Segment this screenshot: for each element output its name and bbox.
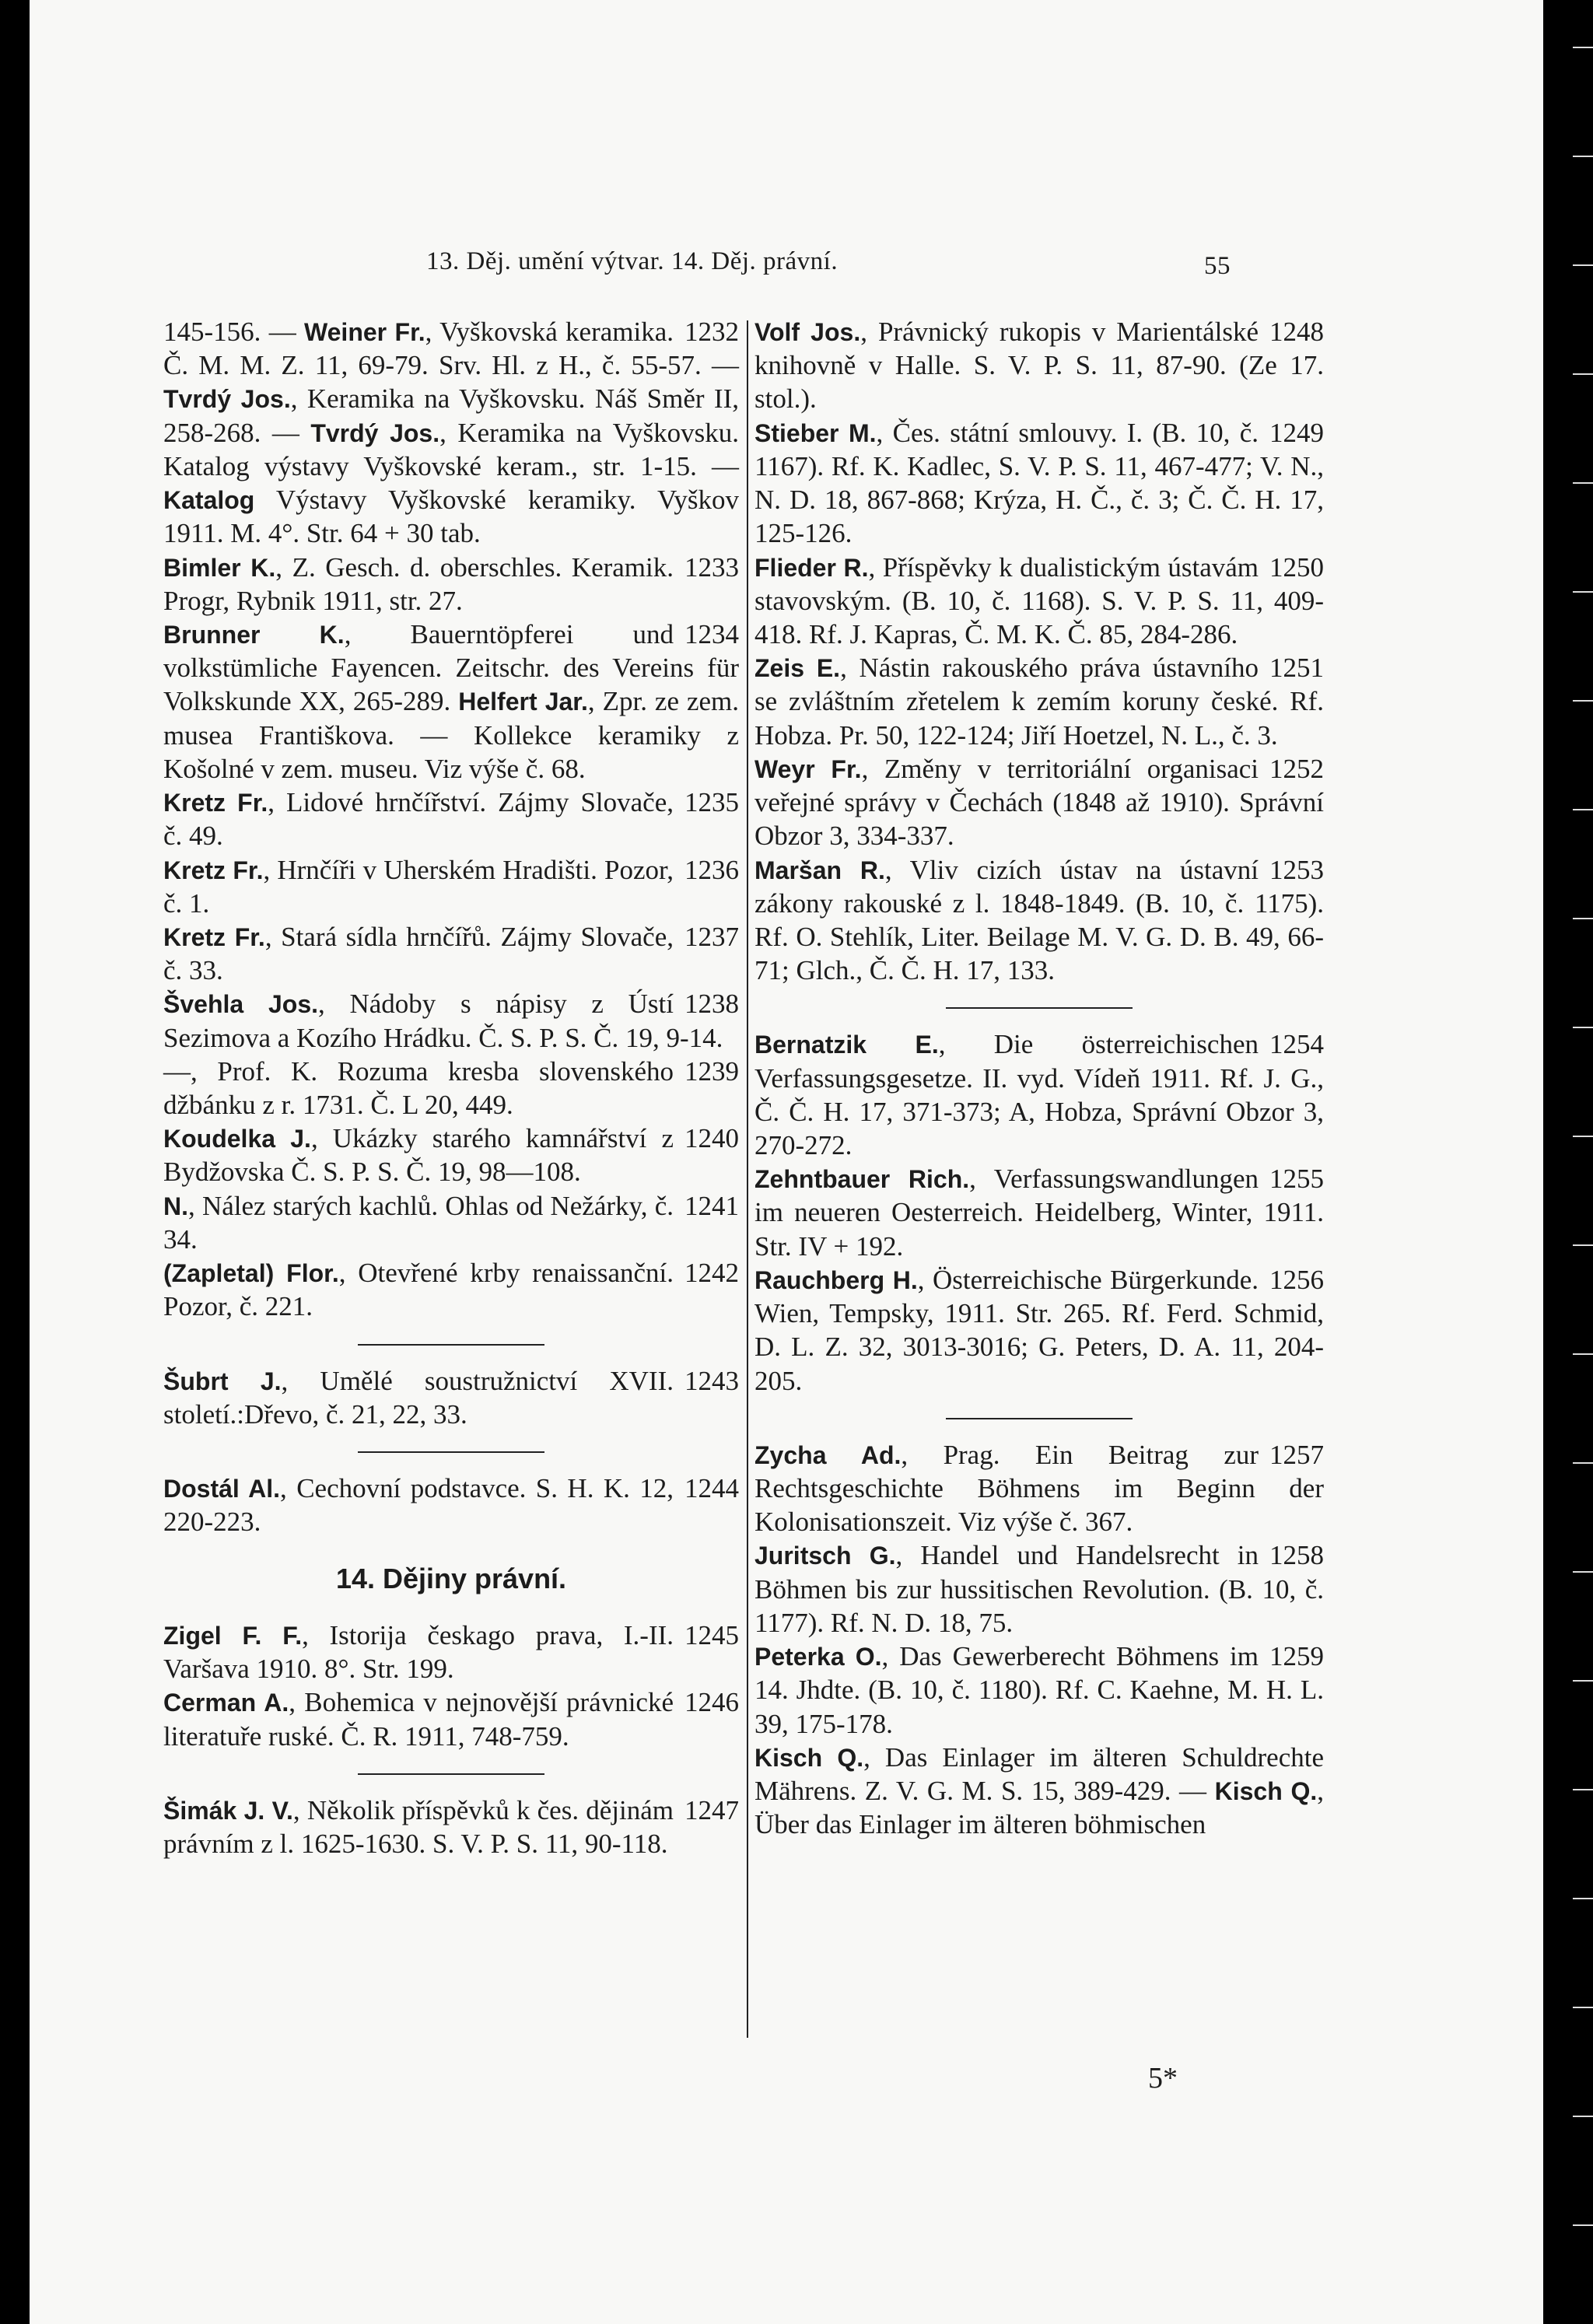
entry-number: 1251 [1269, 653, 1324, 684]
author-name: Flieder R. [754, 553, 869, 582]
bibliography-entry [754, 1162, 1324, 1263]
entry-text: , Hrnčíři v Uherském Hradišti. Pozor, č. 1. [163, 854, 674, 919]
entry-text: , Příspěvky k dualistickým ústavám stavovským. (B. 10, č. 1168). S. V. P. S. 11, 409-418. Rf. J. Kapras, Č. M. K. Č. 85, 284-286. [754, 551, 1324, 649]
entry-text: , Právnický rukopis v Marientálské knihovně v Halle. S. V. P. S. 11, 87-90. (Ze 17. stol.). [754, 317, 1324, 415]
page-number: 55 [1204, 252, 1231, 280]
bibliography-entry [163, 920, 739, 987]
entry-text: , Stará sídla hrnčířů. Zájmy Slovače, č. 33. [163, 921, 674, 986]
entry-text: , Handel und Handelsrecht in Böhmen bis zur hussitischen Revolution. (B. 10, č. 1177). Rf. N. D. 18, 75. [754, 1540, 1324, 1638]
bibliography-entry [754, 416, 1324, 551]
author-name: Kisch Q. [1214, 1776, 1318, 1805]
separator-rule [358, 1773, 544, 1775]
entry-number: 1233 [684, 551, 739, 583]
bibliography-entry [754, 315, 1324, 416]
author-name: Juritsch G. [754, 1542, 896, 1570]
author-name: Kretz Fr. [163, 922, 265, 951]
entry-text: , Istorija českago prava, I.-II. Varšava 1910. 8°. Str. 199. [163, 1619, 674, 1685]
author-name: Volf Jos. [754, 318, 861, 346]
entry-number: 1235 [684, 787, 739, 818]
entry-text: , Otevřené krby renaissanční. Pozor, č. 221. [163, 1258, 674, 1322]
author-name: Bimler K. [163, 553, 276, 582]
author-name: N. [163, 1192, 188, 1220]
entry-number: 1250 [1269, 551, 1324, 583]
bibliography-entry [754, 551, 1324, 652]
bibliography-entry [163, 1619, 739, 1685]
bibliography-entry [163, 987, 739, 1054]
bibliography-entry [163, 1364, 739, 1431]
bibliography-entry [163, 1794, 739, 1860]
entry-number: 1249 [1269, 417, 1324, 448]
entry-number: 1240 [684, 1123, 739, 1154]
signature-mark: 5* [1148, 2062, 1178, 2095]
author-name: Šubrt J. [163, 1367, 282, 1395]
entry-text: , Cechovní podstavce. S. H. K. 12, 220-223. [163, 1473, 674, 1538]
entry-text: , Über das Einlager im älteren böhmischen [754, 1775, 1325, 1840]
section-heading: 14. Dějiny právní. [335, 1563, 567, 1595]
bibliography-entry [163, 1189, 739, 1256]
entry-number: 1253 [1269, 854, 1324, 885]
entry-number: 1243 [684, 1365, 739, 1396]
entry-text: , Několik příspěvků k čes. dějinám právním z l. 1625-1630. S. V. P. S. 11, 90-118. [163, 1794, 674, 1859]
author-name: Cerman A. [163, 1689, 289, 1717]
entry-text: , Österreichische Bürgerkunde. Wien, Tempsky, 1911. Str. 265. Rf. Ferd. Schmid, D. L. Z. 32, 3013-3016; G. Peters, D. A. 11, 204-205. [754, 1264, 1324, 1396]
author-name: Brunner K. [163, 620, 345, 649]
entry-text: , Keramika na Vyškovsku. Katalog výstavy Vyškovské keram., str. 1-15. — [163, 417, 740, 481]
entry-text: , Bauerntöpferei und volkstümliche Fayencen. Zeitschr. des Vereins für Volkskunde XX, 265-289. [163, 618, 739, 717]
entry-number: 1255 [1269, 1164, 1324, 1195]
right-column [754, 315, 1324, 1841]
bibliography-entry [754, 651, 1324, 752]
entry-number: 1241 [684, 1190, 739, 1221]
entry-number: 1244 [684, 1473, 739, 1503]
entry-number: 1239 [684, 1055, 739, 1087]
author-name: Weiner Fr. [304, 318, 425, 346]
entry-text: , Das Gewerberecht Böhmens im 14. Jhdte. (B. 10, č. 1180). Rf. C. Kaehne, M. H. L. 39, 175-178. [754, 1641, 1324, 1739]
entry-number: 1236 [684, 854, 739, 885]
author-name: Kretz Fr. [163, 856, 264, 884]
entry-text: , Umělé soustružnictví XVII. století.:Dřevo, č. 21, 22, 33. [163, 1365, 674, 1430]
bibliography-entry [754, 853, 1324, 988]
entry-text: , Nádoby s nápisy z Ústí Sezimova a Kozího Hrádku. Č. S. P. S. Č. 19, 9-14. [163, 989, 723, 1053]
author-name: (Zapletal) Flor. [163, 1259, 339, 1288]
entry-text: , Vyškovská keramika. Č. M. M. Z. 11, 69-79. Srv. Hl. z H., č. 55-57. — [163, 317, 739, 381]
entry-number: 1256 [1269, 1264, 1324, 1295]
bibliography-entry [163, 551, 739, 618]
entry-number: 1247 [684, 1794, 739, 1825]
bibliography-entry [163, 1122, 739, 1188]
author-name: Zigel F. F. [163, 1621, 303, 1650]
entry-text: 145-156. — [163, 317, 304, 347]
bibliography-entry [163, 1256, 739, 1323]
entry-number: 1232 [684, 317, 739, 347]
left-column [163, 315, 739, 1860]
author-name: Peterka O. [754, 1643, 882, 1671]
entry-number: 1258 [1269, 1540, 1324, 1571]
author-name: Dostál Al. [163, 1475, 281, 1503]
entry-number: 1242 [684, 1258, 739, 1289]
author-name: Šimák J. V. [163, 1796, 293, 1825]
entry-text: , Nález starých kachlů. Ohlas od Nežárky, č. 34. [163, 1190, 674, 1255]
entry-text: , Die österreichischen Verfassungsgesetze. II. vyd. Vídeň 1911. Rf. J. G., Č. Č. H. 17, 371-373; A, Hobza, Správní Obzor 3, 270-272. [754, 1029, 1324, 1161]
author-name: Zeis E. [754, 654, 841, 683]
entry-text: , Bohemica v nejnovější právnické literatuře ruské. Č. R. 1911, 748-759. [163, 1687, 674, 1752]
separator-rule [946, 1418, 1133, 1419]
entry-number: 1234 [684, 618, 739, 649]
bibliography-entry [163, 1685, 739, 1752]
bibliography-entry [163, 853, 739, 920]
author-name: Kretz Fr. [163, 789, 268, 817]
separator-rule [358, 1344, 544, 1346]
bibliography-entry [163, 1055, 739, 1122]
entry-text: , Vliv cizích ústav na ústavní zákony rakouské z l. 1848-1849. (B. 10, č. 1175). Rf. O. Stehlík, Liter. Beilage M. V. G. D. B. 49, 66-71; Glch., Č. Č. H. 17, 133. [754, 854, 1324, 986]
entry-text: , Das Einlager im älteren Schuldrechte Mährens. Z. V. G. M. S. 15, 389-429. — [754, 1741, 1324, 1806]
author-name: Helfert Jar. [458, 688, 588, 716]
author-name: Tvrdý Jos. [310, 418, 440, 447]
bibliography-entry [163, 786, 739, 852]
entry-text: Výstavy Vyškovské keramiky. Vyškov 1911. M. 4°. Str. 64 + 30 tab. [163, 485, 739, 549]
entry-text: , Verfassungswandlungen im neueren Oesterreich. Heidelberg, Winter, 1911. Str. IV + 192. [754, 1164, 1324, 1262]
scan-edge [1573, 0, 1593, 2324]
entry-number: 1237 [684, 921, 739, 952]
bibliography-entry [754, 1263, 1324, 1398]
author-name: Tvrdý Jos. [163, 385, 291, 414]
entry-number: 1248 [1269, 317, 1324, 347]
author-name: Zycha Ad. [754, 1440, 902, 1469]
entry-text: —, Prof. K. Rozuma kresba slovenského džbánku z r. 1731. Č. L 20, 449. [163, 1055, 674, 1121]
bibliography-entry [754, 1438, 1324, 1539]
entry-number: 1254 [1269, 1029, 1324, 1060]
book-page [30, 0, 1543, 2324]
author-name: Kisch Q. [754, 1743, 864, 1772]
entry-text: , Změny v territoriální organisaci veřejné správy v Čechách (1848 až 1910). Správní Obzor 3, 334-337. [754, 753, 1324, 852]
separator-rule [358, 1451, 544, 1453]
separator-rule [946, 1007, 1133, 1009]
entry-text: , Keramika na Vyškovsku. Náš Směr II, 258-268. — [163, 383, 739, 448]
bibliography-entry [754, 1538, 1324, 1640]
bibliography-entry [754, 1027, 1324, 1162]
author-name: Katalog [163, 486, 255, 515]
column-divider [747, 320, 748, 2038]
entry-number: 1238 [684, 989, 739, 1020]
entry-text: , Prag. Ein Beitrag zur Rechtsgeschichte Böhmens im Beginn der Kolonisationszeit. Viz výše č. 367. [754, 1439, 1324, 1538]
author-name: Koudelka J. [163, 1125, 311, 1153]
author-name: Maršan R. [754, 856, 885, 884]
entry-number: 1257 [1269, 1439, 1324, 1470]
bibliography-entry [163, 618, 739, 786]
author-name: Weyr Fr. [754, 754, 862, 783]
entry-text: , Lidové hrnčířství. Zájmy Slovače, č. 49. [163, 787, 674, 852]
entry-number: 1245 [684, 1619, 739, 1650]
entry-text: , Ukázky starého kamnářství z Bydžovska Č. S. P. S. Č. 19, 98—108. [163, 1123, 674, 1188]
bibliography-entry [163, 1472, 739, 1538]
entry-text: , Z. Gesch. d. oberschles. Keramik. Progr, Rybnik 1911, str. 27. [163, 551, 674, 616]
entry-number: 1259 [1269, 1641, 1324, 1672]
running-header [30, 247, 1543, 294]
author-name: Bernatzik E. [754, 1031, 939, 1059]
entry-text: , Zpr. ze zem. musea Františkova. — Kollekce keramiky z Košolné v zem. museu. Viz výše č. 68. [163, 686, 739, 784]
entry-text: , Čes. státní smlouvy. I. (B. 10, č. 1167). Rf. K. Kadlec, S. V. P. S. 11, 467-477; V. N., N. D. 18, 867-868; Krýza, H. Č., č. 3; Č. Č. H. 17, 125-126. [754, 417, 1324, 549]
author-name: Švehla Jos. [163, 990, 319, 1019]
entry-number: 1252 [1269, 753, 1324, 784]
author-name: Stieber M. [754, 418, 877, 447]
entry-number: 1246 [684, 1687, 739, 1718]
bibliography-entry [754, 1741, 1324, 1842]
author-name: Rauchberg H. [754, 1265, 918, 1294]
bibliography-entry [163, 315, 739, 551]
author-name: Zehntbauer Rich. [754, 1165, 970, 1194]
entry-text: , Nástin rakouského práva ústavního se zvláštním zřetelem k zemím koruny české. Rf. Hobza. Pr. 50, 122-124; Jiří Hoetzel, N. L., č. 3. [754, 653, 1324, 751]
bibliography-entry [754, 752, 1324, 853]
header-title: 13. Děj. umění výtvar. 14. Děj. právní. [426, 247, 839, 275]
bibliography-entry [754, 1640, 1324, 1741]
